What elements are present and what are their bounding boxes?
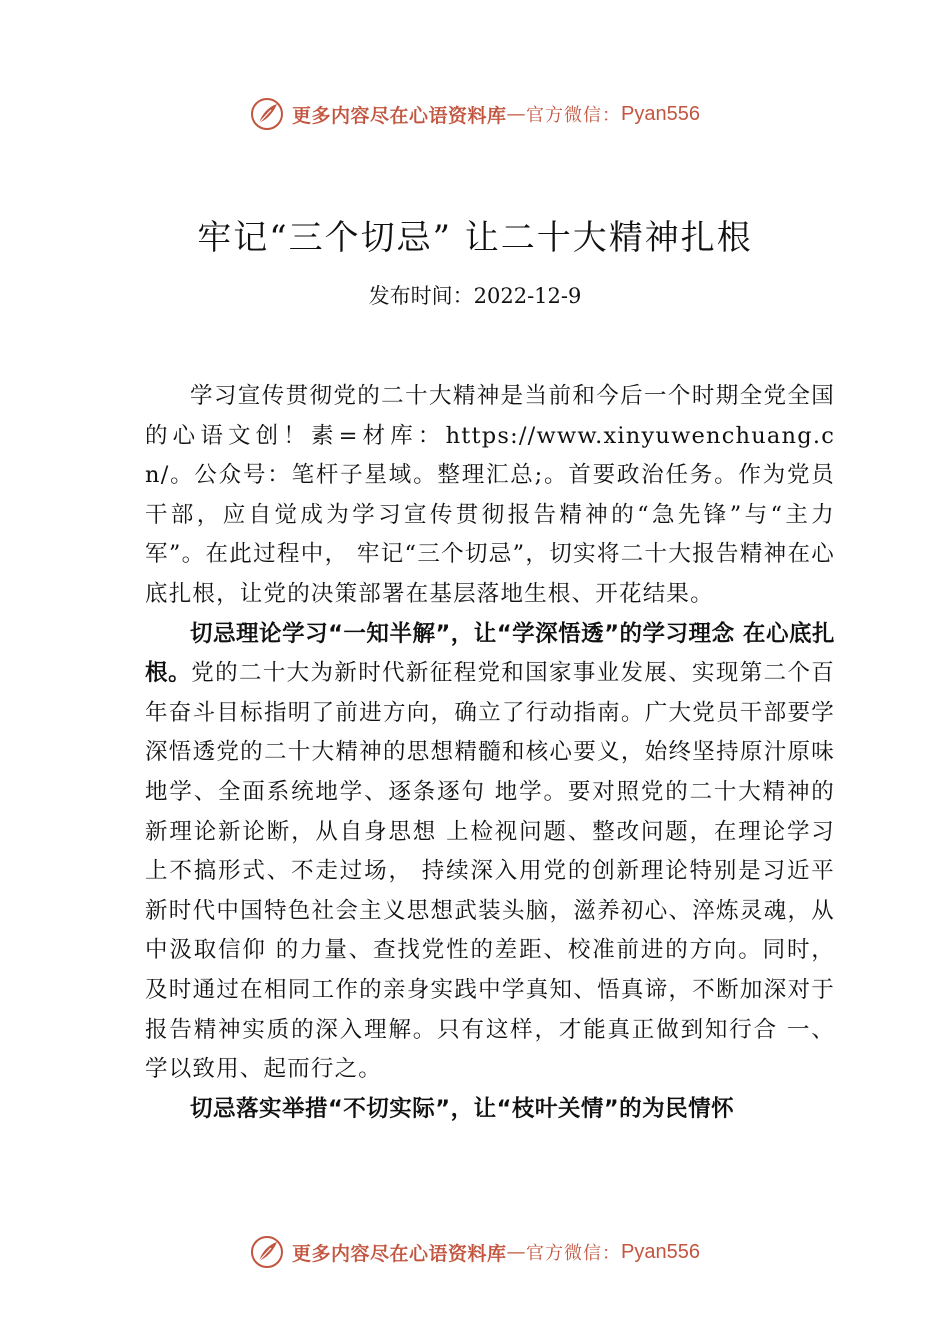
banner-wechat-label: 官方微信： bbox=[526, 1243, 622, 1264]
body-paragraph bbox=[145, 615, 835, 1090]
paragraph-text: 学习宣传贯彻党的二十大精神是当前和今后一个时期全党全国的心语文创！素=材库：https://www.xinyuwenchuang.cn/。公众号：笔杆子星域。整理汇总;。首要政治任务。作为党员干部，应自觉成为学习宣传贯彻报告精神的“急先锋”与“主力军”。在此过程中， 牢记“三个切忌”，切实将二十大报告精神在心底扎根，让党的决策部署在基层落地生根、开花结果。 bbox=[145, 383, 835, 607]
body-paragraph bbox=[145, 1090, 835, 1130]
banner-wechat-id: Pyan556 bbox=[621, 1240, 700, 1263]
document-title: 牢记“三个切忌” 让二十大精神扎根 bbox=[197, 218, 753, 258]
footer-banner bbox=[0, 1230, 950, 1274]
publish-date: 发布时间：2022-12-9 bbox=[368, 284, 582, 308]
banner-separator: — bbox=[506, 1241, 527, 1263]
paragraph-text: 党的二十大为新时代新征程党和国家事业发展、实现第二个百年奋斗目标指明了前进方向，确立了行动指南。广大党员干部要学深悟透党的二十大精神的思想精髓和核心要义，始终坚持原汁原味地学、全面系统地学、逐条逐句 地学。要对照党的二十大精神的新理论新论断，从自身思想 上检视问题、整改问题，在理论学习上不搞形式、不走过场， 持续深入用党的创新理论特别是习近平新时代中国特色社会主义思想武装头脑，滋养初心、淬炼灵魂，从中汲取信仰 的力量、查找党性的差距、校准前进的方向。同时，及时通过在相同工作的亲身实践中学真知、悟真谛，不断加深对于 报告精神实质的深入理解。只有这样，才能真正做到知行合 一、学以致用、起而行之。 bbox=[145, 660, 835, 1083]
body-paragraph bbox=[145, 377, 835, 615]
banner-wechat-id: Pyan556 bbox=[621, 102, 700, 125]
feather-pen-logo-icon bbox=[250, 1235, 284, 1269]
paragraph-lead: 切忌理论学习“一知半解”，让“学深悟透”的学习理念 在心底扎根。 bbox=[145, 620, 835, 687]
feather-pen-logo-icon bbox=[250, 97, 284, 131]
paragraph-lead: 切忌落实举措“不切实际”，让“枝叶关情”的为民情怀 bbox=[190, 1095, 735, 1122]
document-body bbox=[145, 377, 835, 1129]
banner-wechat-label: 官方微信： bbox=[526, 105, 622, 126]
banner-brand-text: 更多内容尽在心语资料库 bbox=[292, 104, 507, 127]
header-banner bbox=[0, 92, 950, 136]
banner-brand-text: 更多内容尽在心语资料库 bbox=[292, 1242, 507, 1265]
banner-separator: — bbox=[506, 103, 527, 125]
